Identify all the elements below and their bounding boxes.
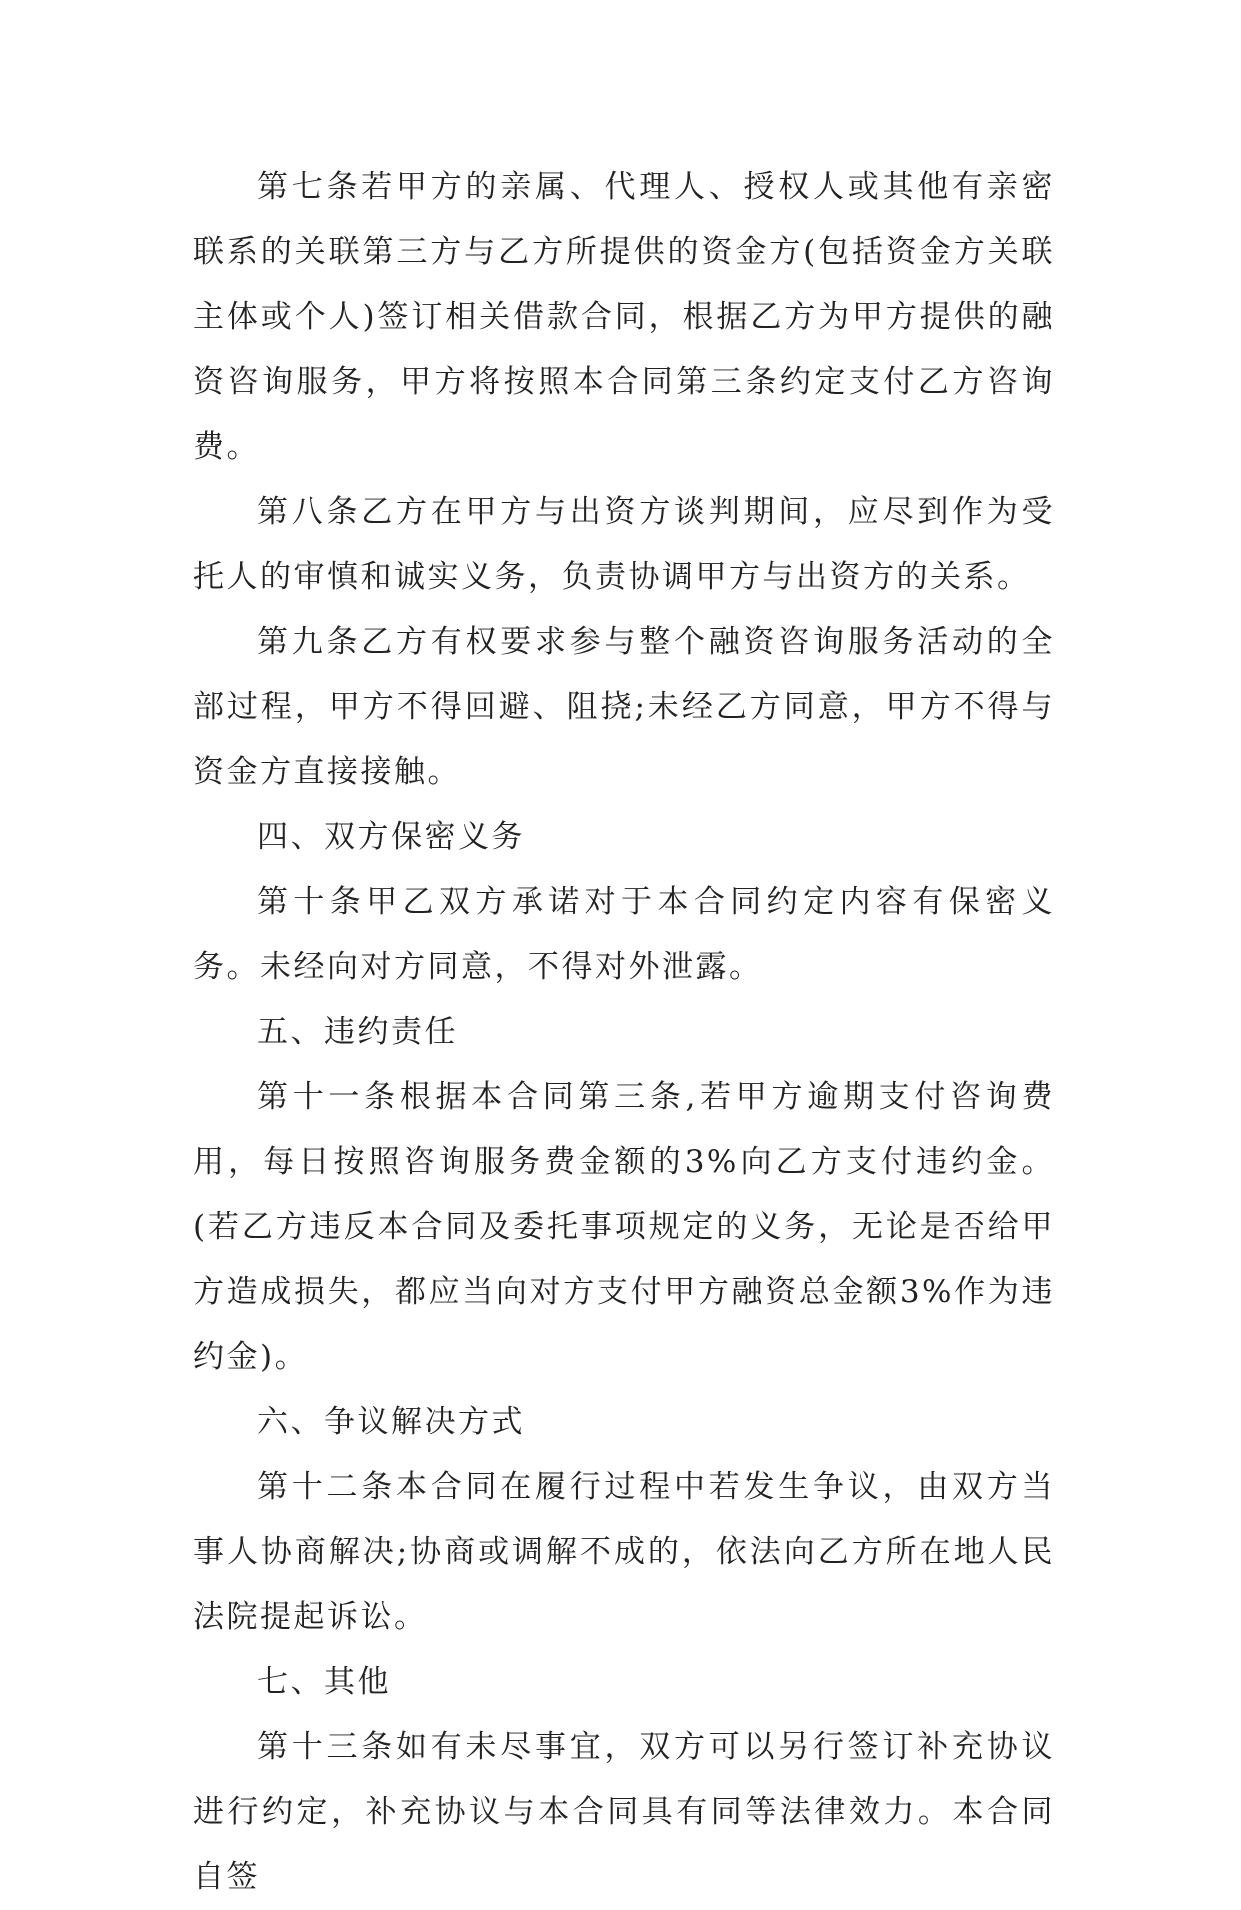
article-11: 第十一条根据本合同第三条,若甲方逾期支付咨询费用，每日按照咨询服务费金额的3%向乙方支付违约金。(若乙方违反本合同及委托事项规定的义务，无论是否给甲方造成损失，都应当向对方支付甲方融资总金额3%作为违约金)。: [193, 1079, 1055, 1375]
article-10: 第十条甲乙双方承诺对于本合同约定内容有保密义务。未经向对方同意，不得对外泄露。: [193, 884, 1055, 985]
article-8: 第八条乙方在甲方与出资方谈判期间，应尽到作为受托人的审慎和诚实义务，负责协调甲方与出资方的关系。: [193, 494, 1055, 595]
document-body: [193, 155, 1055, 1910]
article-7: 第七条若甲方的亲属、代理人、授权人或其他有亲密联系的关联第三方与乙方所提供的资金方(包括资金方关联主体或个人)签订相关借款合同，根据乙方为甲方提供的融资咨询服务，甲方将按照本合同第三条约定支付乙方咨询费。: [193, 169, 1055, 465]
section-6-heading: 六、争议解决方式: [257, 1404, 525, 1440]
section-7-heading: 七、其他: [257, 1664, 391, 1700]
article-12: 第十二条本合同在履行过程中若发生争议，由双方当事人协商解决;协商或调解不成的，依法向乙方所在地人民法院提起诉讼。: [193, 1469, 1055, 1635]
section-5-heading: 五、违约责任: [257, 1014, 458, 1050]
article-13: 第十三条如有未尽事宜，双方可以另行签订补充协议进行约定，补充协议与本合同具有同等法律效力。本合同自签: [193, 1729, 1055, 1895]
article-9: 第九条乙方有权要求参与整个融资咨询服务活动的全部过程，甲方不得回避、阻挠;未经乙方同意，甲方不得与资金方直接接触。: [193, 624, 1055, 790]
section-4-heading: 四、双方保密义务: [257, 819, 525, 855]
